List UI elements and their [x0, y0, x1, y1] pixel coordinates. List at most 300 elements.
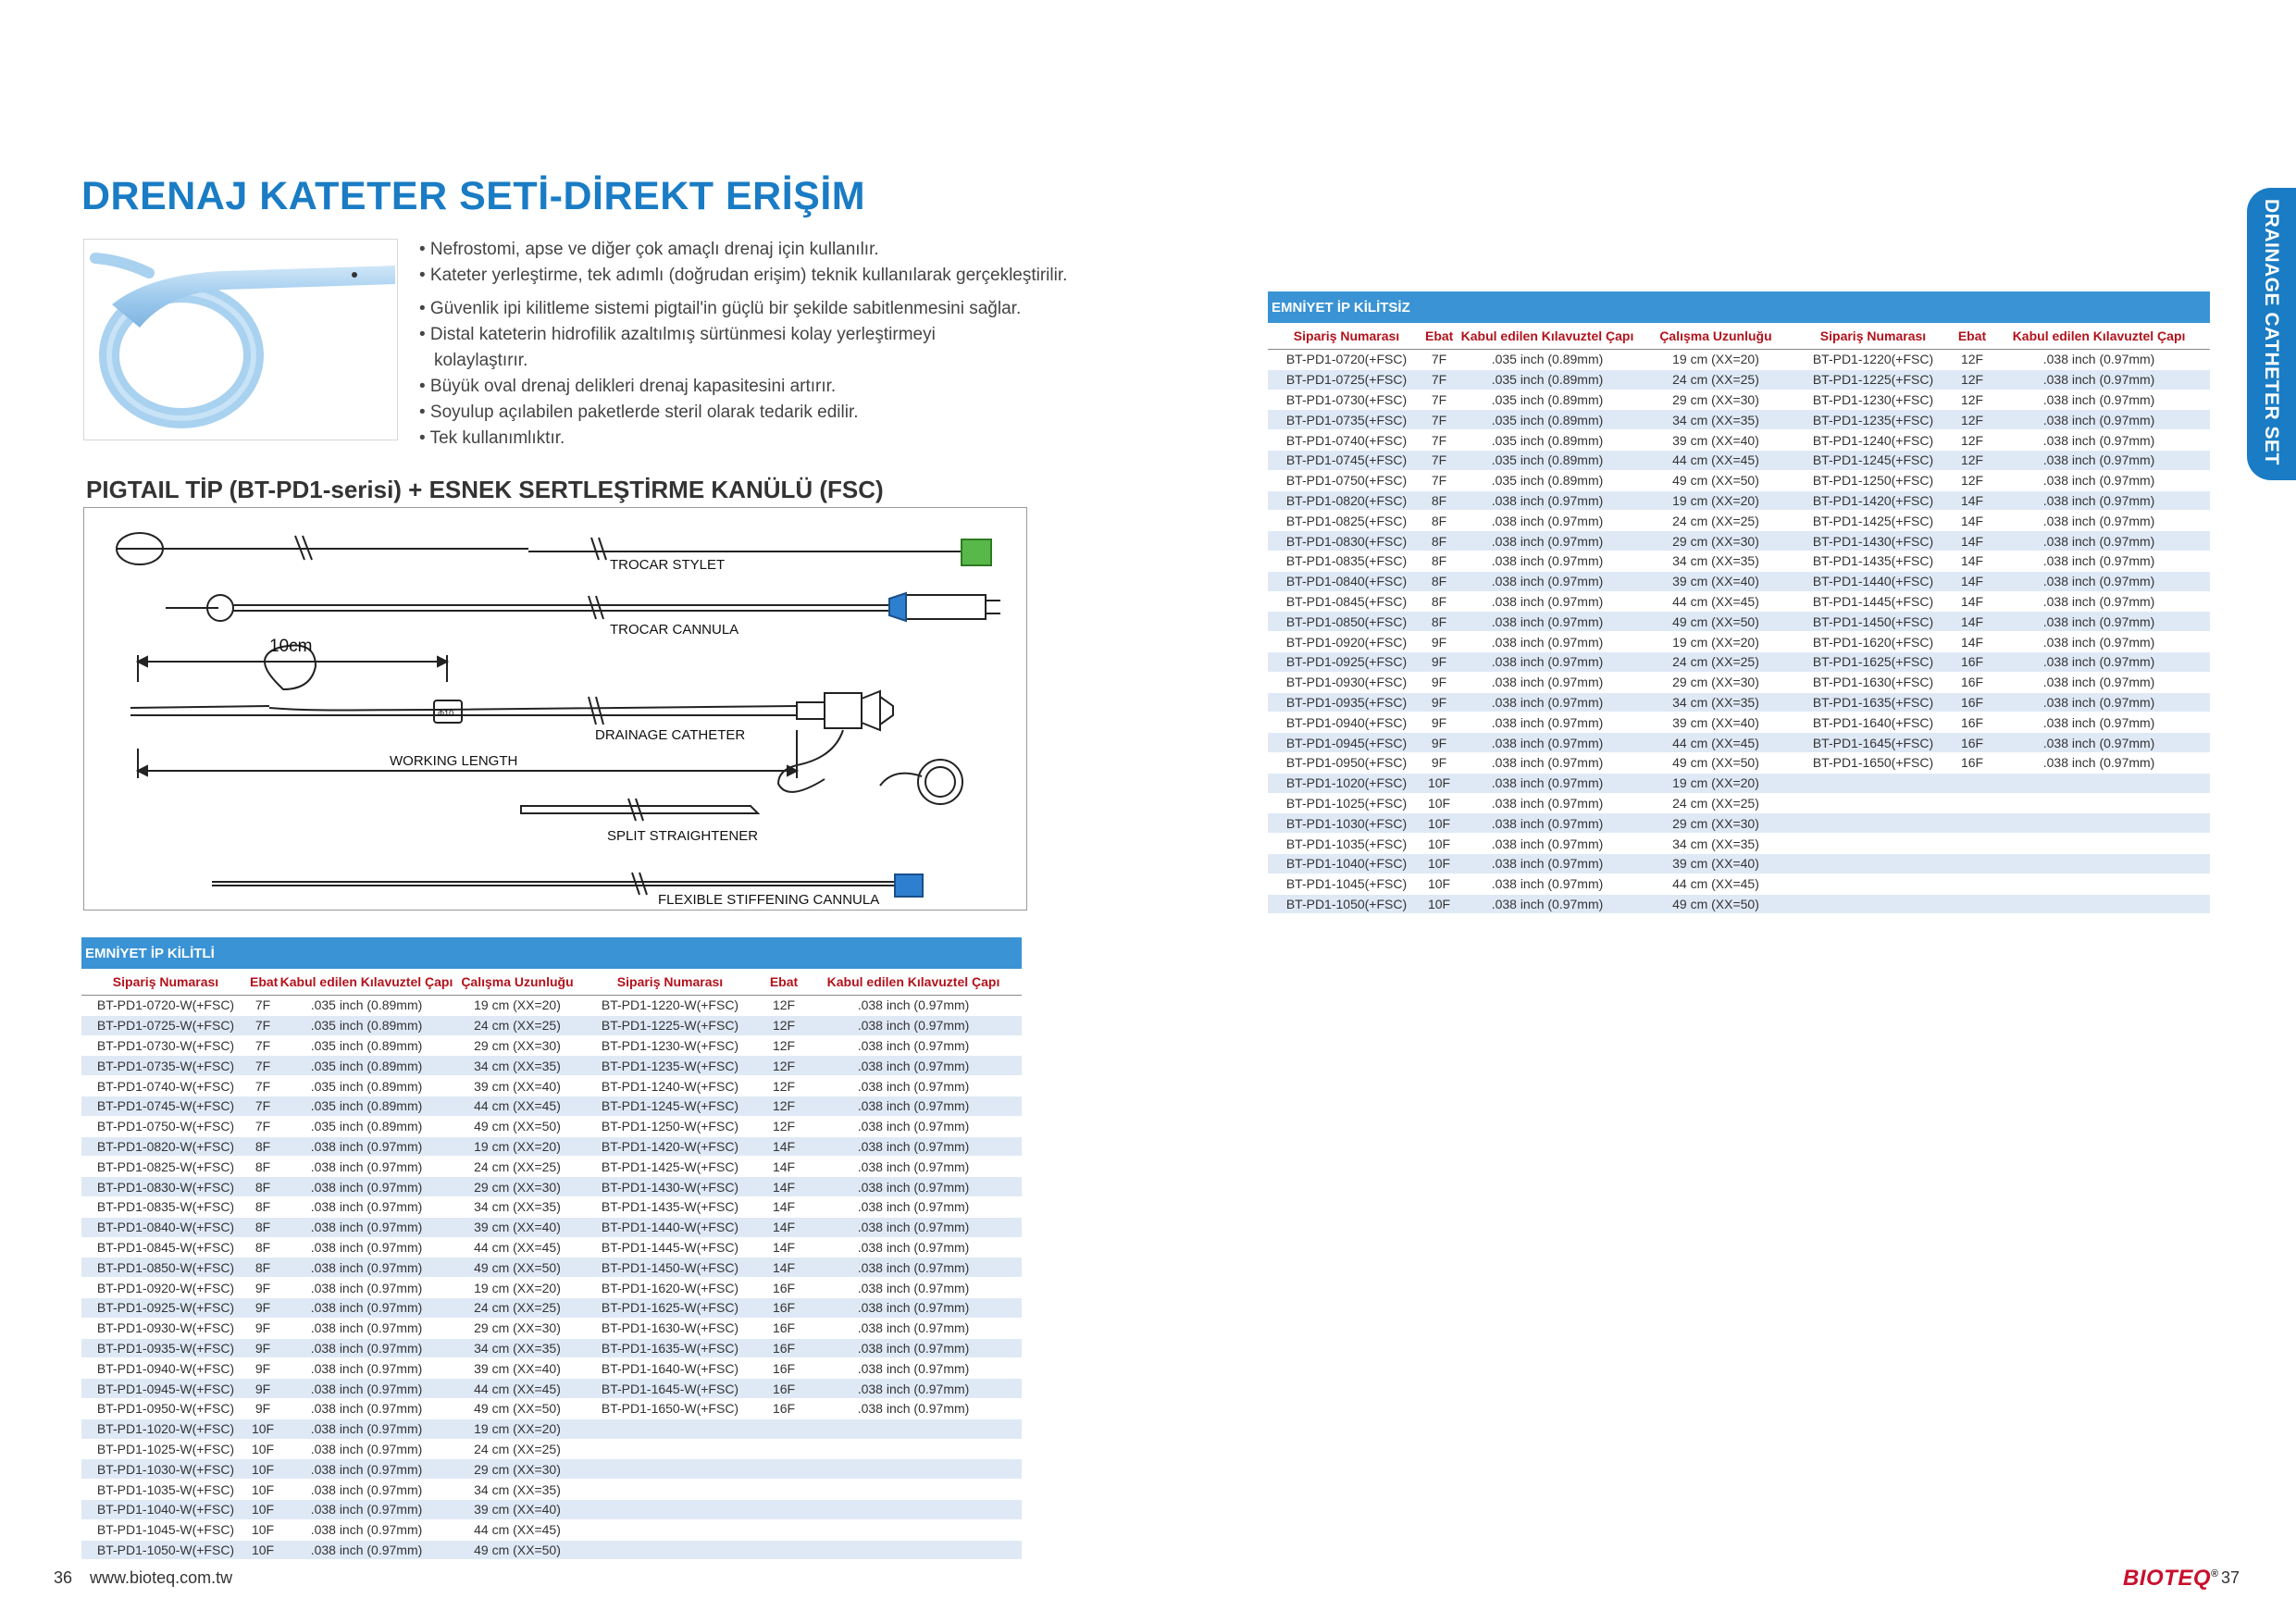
table-cell: 14F [1956, 551, 1988, 571]
brand-name: BIOTEQ [2123, 1566, 2212, 1591]
table-cell: BT-PD1-1425-W(+FSC) [577, 1157, 763, 1177]
registered-mark: ® [2211, 1568, 2219, 1580]
table-cell: .038 inch (0.97mm) [1453, 651, 1642, 672]
table-cell: 9F [1425, 651, 1453, 672]
table-cell: 49 cm (XX=50) [457, 1398, 577, 1419]
table-cell: 49 cm (XX=50) [1642, 752, 1790, 773]
table-cell: 7F [250, 1116, 276, 1136]
table-cell: .035 inch (0.89mm) [1453, 430, 1642, 451]
label-trocar-stylet: TROCAR STYLET [610, 557, 726, 573]
table-cell: 14F [763, 1136, 805, 1157]
table-cell: 19 cm (XX=20) [1642, 773, 1790, 793]
table-cell: 29 cm (XX=30) [457, 1035, 577, 1056]
table-cell: .038 inch (0.97mm) [276, 1136, 457, 1157]
table-cell: 10F [1425, 834, 1453, 854]
table-row [81, 1519, 1022, 1540]
table-cell: .038 inch (0.97mm) [276, 1177, 457, 1197]
table-cell: BT-PD1-1650(+FSC) [1790, 752, 1956, 773]
table-cell: .038 inch (0.97mm) [276, 1540, 457, 1560]
table-cell: .038 inch (0.97mm) [805, 1157, 1022, 1177]
table-cell: BT-PD1-0725(+FSC) [1268, 369, 1425, 390]
label-working-length: WORKING LENGTH [390, 753, 518, 769]
table-cell: .038 inch (0.97mm) [1988, 551, 2210, 571]
table-cell: 10F [1425, 773, 1453, 793]
table-cell: BT-PD1-0745-W(+FSC) [81, 1096, 250, 1116]
table-row [81, 1439, 1022, 1459]
table-cell: .038 inch (0.97mm) [1453, 531, 1642, 551]
table-row [1268, 793, 2210, 813]
table-cell: 44 cm (XX=45) [1642, 873, 1790, 894]
table-cell: BT-PD1-0725-W(+FSC) [81, 1015, 250, 1035]
table-cell [1790, 773, 1956, 793]
table-cell: .038 inch (0.97mm) [276, 1480, 457, 1500]
table-cell: BT-PD1-0740(+FSC) [1268, 430, 1425, 451]
label-flexible-stiffening-cannula: FLEXIBLE STIFFENING CANNULA [658, 892, 880, 908]
table-cell: BT-PD1-1030-W(+FSC) [81, 1459, 250, 1480]
table-cell: BT-PD1-1435-W(+FSC) [577, 1196, 763, 1217]
table-cell: BT-PD1-1635(+FSC) [1790, 692, 1956, 712]
table-cell: BT-PD1-1245(+FSC) [1790, 450, 1956, 470]
table-cell: .035 inch (0.89mm) [276, 1035, 457, 1056]
feature-item: • Kateter yerleştirme, tek adımlı (doğrudan erişim) teknik kullanılarak gerçekleştirilir. [419, 266, 1068, 285]
table-cell: .035 inch (0.89mm) [1453, 350, 1642, 370]
table-cell: 8F [1425, 531, 1453, 551]
table-cell: BT-PD1-0820(+FSC) [1268, 490, 1425, 511]
table-cell: 7F [250, 1035, 276, 1056]
table-cell: 10F [250, 1519, 276, 1540]
table-row [81, 1196, 1022, 1217]
table-cell: BT-PD1-1225(+FSC) [1790, 369, 1956, 390]
table-cell: 29 cm (XX=30) [1642, 672, 1790, 692]
table-cell: .038 inch (0.97mm) [1453, 712, 1642, 733]
table-cell: 24 cm (XX=25) [457, 1439, 577, 1459]
table-row [81, 1217, 1022, 1237]
table-cell: 24 cm (XX=25) [1642, 651, 1790, 672]
label-split-straightener: SPLIT STRAIGHTENER [607, 828, 759, 844]
table-row [81, 1035, 1022, 1056]
table-row [81, 1015, 1022, 1035]
table-cell: BT-PD1-1430(+FSC) [1790, 531, 1956, 551]
table-row [1268, 733, 2210, 753]
table-cell: BT-PD1-1640-W(+FSC) [577, 1358, 763, 1379]
table-cell: 34 cm (XX=35) [1642, 834, 1790, 854]
table-cell: BT-PD1-0730-W(+FSC) [81, 1035, 250, 1056]
table-cell: BT-PD1-0925-W(+FSC) [81, 1297, 250, 1318]
brand-logo [2123, 1566, 2219, 1592]
table-cell: 19 cm (XX=20) [1642, 632, 1790, 652]
table-cell: .035 inch (0.89mm) [276, 1056, 457, 1076]
column-header: Ebat [250, 969, 276, 996]
table-cell: 9F [1425, 712, 1453, 733]
table-cell: BT-PD1-1050-W(+FSC) [81, 1540, 250, 1560]
table-cell: .038 inch (0.97mm) [1988, 651, 2210, 672]
table-cell: BT-PD1-1025(+FSC) [1268, 793, 1425, 813]
table-cell: 39 cm (XX=40) [457, 1358, 577, 1379]
table-row [1268, 873, 2210, 894]
table-cell: 44 cm (XX=45) [457, 1379, 577, 1399]
table-cell: 24 cm (XX=25) [457, 1015, 577, 1035]
table-cell: BT-PD1-1240(+FSC) [1790, 430, 1956, 451]
label-drainage-catheter: DRAINAGE CATHETER [595, 727, 746, 743]
table-row [1268, 813, 2210, 834]
table-cell: .038 inch (0.97mm) [276, 1237, 457, 1258]
table-cell: .038 inch (0.97mm) [1453, 853, 1642, 873]
table-cell: .038 inch (0.97mm) [1988, 490, 2210, 511]
table-cell: 10F [250, 1419, 276, 1439]
table-row [1268, 531, 2210, 551]
table-cell: BT-PD1-1445-W(+FSC) [577, 1237, 763, 1258]
table-cell: 16F [763, 1297, 805, 1318]
table-cell [577, 1439, 763, 1459]
table-cell: BT-PD1-0835(+FSC) [1268, 551, 1425, 571]
table-cell: .038 inch (0.97mm) [805, 1056, 1022, 1076]
column-header: Kabul edilen Kılavuztel Çapı [805, 969, 1022, 996]
table-cell: BT-PD1-0730(+FSC) [1268, 390, 1425, 410]
table-row [1268, 430, 2210, 451]
table-row [81, 1056, 1022, 1076]
table-cell: BT-PD1-1220-W(+FSC) [577, 996, 763, 1016]
table-row [81, 1540, 1022, 1560]
table-row [81, 1480, 1022, 1500]
table-cell: .038 inch (0.97mm) [1988, 511, 2210, 531]
table-cell [805, 1459, 1022, 1480]
table-cell: BT-PD1-1430-W(+FSC) [577, 1177, 763, 1197]
table-cell: 7F [250, 1096, 276, 1116]
table-cell: 16F [1956, 672, 1988, 692]
table-cell: 16F [1956, 692, 1988, 712]
table-cell: .038 inch (0.97mm) [1453, 793, 1642, 813]
table-cell: .038 inch (0.97mm) [1988, 430, 2210, 451]
table-row [81, 1419, 1022, 1439]
table-cell: 12F [1956, 410, 1988, 430]
table-cell: .038 inch (0.97mm) [1453, 813, 1642, 834]
table-row [1268, 591, 2210, 612]
table-row [81, 996, 1022, 1016]
table-cell: 9F [1425, 692, 1453, 712]
table-cell: 12F [763, 1116, 805, 1136]
table-cell: BT-PD1-1030(+FSC) [1268, 813, 1425, 834]
table-cell [577, 1519, 763, 1540]
table-cell: .038 inch (0.97mm) [805, 1035, 1022, 1056]
table-cell: 12F [1956, 369, 1988, 390]
table-cell: BT-PD1-1020(+FSC) [1268, 773, 1425, 793]
table-row [81, 1157, 1022, 1177]
table-cell [1956, 873, 1988, 894]
green-hub-icon [962, 539, 991, 565]
table-cell: 8F [1425, 511, 1453, 531]
website-link[interactable]: www.bioteq.com.tw [90, 1568, 233, 1587]
table-cell: BT-PD1-0930-W(+FSC) [81, 1318, 250, 1338]
table-cell: BT-PD1-1235-W(+FSC) [577, 1056, 763, 1076]
table-cell: .038 inch (0.97mm) [1453, 672, 1642, 692]
table-cell: .038 inch (0.97mm) [805, 1177, 1022, 1197]
table-cell: BT-PD1-0825(+FSC) [1268, 511, 1425, 531]
table-cell: 34 cm (XX=35) [1642, 410, 1790, 430]
table-cell: .038 inch (0.97mm) [1453, 612, 1642, 632]
column-header: Ebat [1956, 323, 1988, 350]
table-row [1268, 651, 2210, 672]
table-row [81, 1499, 1022, 1519]
column-header: Kabul edilen Kılavuztel Çapı [1988, 323, 2210, 350]
table-cell: BT-PD1-1245-W(+FSC) [577, 1096, 763, 1116]
table-cell: 16F [1956, 712, 1988, 733]
table-cell: 16F [763, 1358, 805, 1379]
table-cell: 10F [250, 1499, 276, 1519]
table-cell: .038 inch (0.97mm) [805, 996, 1022, 1016]
table-cell: BT-PD1-1435(+FSC) [1790, 551, 1956, 571]
feature-item: • Güvenlik ipi kilitleme sistemi pigtail'in güçlü bir şekilde sabitlenmesini sağlar. [419, 299, 1022, 318]
table-cell: BT-PD1-1445(+FSC) [1790, 591, 1956, 612]
table-cell: .038 inch (0.97mm) [805, 1338, 1022, 1358]
table-cell: 29 cm (XX=30) [1642, 390, 1790, 410]
table-cell [1988, 834, 2210, 854]
table-cell: 9F [250, 1338, 276, 1358]
table-cell: 8F [250, 1258, 276, 1278]
table-cell: BT-PD1-1420-W(+FSC) [577, 1136, 763, 1157]
table-row [81, 1338, 1022, 1358]
table-cell [577, 1480, 763, 1500]
table-cell: 39 cm (XX=40) [457, 1076, 577, 1096]
table-cell: 12F [763, 1096, 805, 1116]
table-cell: .038 inch (0.97mm) [805, 1297, 1022, 1318]
table-cell: .035 inch (0.89mm) [1453, 410, 1642, 430]
table-cell: .038 inch (0.97mm) [1453, 873, 1642, 894]
table-cell: BT-PD1-0850-W(+FSC) [81, 1258, 250, 1278]
table-row [1268, 470, 2210, 490]
table-cell: .038 inch (0.97mm) [1453, 632, 1642, 652]
table-cell [1988, 873, 2210, 894]
table-cell: 16F [1956, 733, 1988, 753]
table-cell: .038 inch (0.97mm) [1988, 692, 2210, 712]
table-cell: 14F [763, 1258, 805, 1278]
locking-order-table [81, 937, 1022, 1560]
table-cell: .038 inch (0.97mm) [276, 1297, 457, 1318]
table-cell [1790, 853, 1956, 873]
table-row [81, 1116, 1022, 1136]
table-cell: 24 cm (XX=25) [457, 1157, 577, 1177]
table-cell: 8F [250, 1177, 276, 1197]
column-header: Sipariş Numarası [81, 969, 250, 996]
table-cell: 9F [250, 1358, 276, 1379]
table-cell: BT-PD1-1625-W(+FSC) [577, 1297, 763, 1318]
table-cell: .038 inch (0.97mm) [276, 1419, 457, 1439]
table-cell: 44 cm (XX=45) [457, 1237, 577, 1258]
table-cell: .038 inch (0.97mm) [805, 1318, 1022, 1338]
table-cell: .038 inch (0.97mm) [276, 1258, 457, 1278]
table-cell: 7F [1425, 430, 1453, 451]
table-cell: 16F [763, 1398, 805, 1419]
table-cell: 10F [1425, 793, 1453, 813]
table-cell [1956, 773, 1988, 793]
table-cell: 24 cm (XX=25) [1642, 369, 1790, 390]
table-cell: 39 cm (XX=40) [1642, 430, 1790, 451]
table-cell: BT-PD1-0740-W(+FSC) [81, 1076, 250, 1096]
table-cell: 49 cm (XX=50) [457, 1540, 577, 1560]
table-cell: BT-PD1-1620-W(+FSC) [577, 1278, 763, 1298]
table-cell [805, 1499, 1022, 1519]
table-cell: BT-PD1-0935(+FSC) [1268, 692, 1425, 712]
table-cell: .038 inch (0.97mm) [1453, 773, 1642, 793]
table-cell: 44 cm (XX=45) [1642, 450, 1790, 470]
table-cell: 9F [250, 1278, 276, 1298]
table-cell: .038 inch (0.97mm) [1453, 834, 1642, 854]
table-cell: 8F [250, 1217, 276, 1237]
table-cell: 12F [1956, 350, 1988, 370]
table-cell: .035 inch (0.89mm) [276, 1096, 457, 1116]
table-cell: 34 cm (XX=35) [457, 1056, 577, 1076]
table-cell: .038 inch (0.97mm) [805, 1015, 1022, 1035]
feature-item: • Büyük oval drenaj delikleri drenaj kapasitesini artırır. [419, 377, 837, 396]
table-cell: 9F [250, 1297, 276, 1318]
table-cell [763, 1499, 805, 1519]
table-cell: 14F [763, 1177, 805, 1197]
table-cell: 34 cm (XX=35) [457, 1338, 577, 1358]
table-cell: 10F [1425, 873, 1453, 894]
table-cell: 8F [250, 1196, 276, 1217]
table-cell: 14F [1956, 571, 1988, 591]
table-cell: 12F [763, 1035, 805, 1056]
table-cell: 12F [763, 1076, 805, 1096]
table-cell: 34 cm (XX=35) [457, 1196, 577, 1217]
table-row [81, 1278, 1022, 1298]
table-cell: .038 inch (0.97mm) [1988, 632, 2210, 652]
table-cell: .038 inch (0.97mm) [276, 1318, 457, 1338]
table-cell: BT-PD1-1620(+FSC) [1790, 632, 1956, 652]
table-cell: BT-PD1-1040-W(+FSC) [81, 1499, 250, 1519]
table-row [1268, 350, 2210, 370]
table-cell: 14F [1956, 612, 1988, 632]
table-cell: 9F [1425, 752, 1453, 773]
table-cell: .035 inch (0.89mm) [276, 1015, 457, 1035]
blue-hub-icon [889, 593, 906, 621]
table-cell: 29 cm (XX=30) [457, 1459, 577, 1480]
table-row [81, 1398, 1022, 1419]
column-header: Sipariş Numarası [577, 969, 763, 996]
table-cell: BT-PD1-1450-W(+FSC) [577, 1258, 763, 1278]
table-cell: 29 cm (XX=30) [1642, 531, 1790, 551]
table-cell: .038 inch (0.97mm) [276, 1519, 457, 1540]
table-cell: .038 inch (0.97mm) [1988, 470, 2210, 490]
table-cell: 7F [1425, 369, 1453, 390]
table-cell: BT-PD1-0945-W(+FSC) [81, 1379, 250, 1399]
table-cell: 44 cm (XX=45) [457, 1519, 577, 1540]
table-cell: .038 inch (0.97mm) [276, 1278, 457, 1298]
table-cell [763, 1419, 805, 1439]
page-number-left: 36 [54, 1568, 73, 1587]
table-cell: BT-PD1-1420(+FSC) [1790, 490, 1956, 511]
table-cell [805, 1480, 1022, 1500]
table-cell [1988, 773, 2210, 793]
table-cell: BT-PD1-1220(+FSC) [1790, 350, 1956, 370]
table-cell: BT-PD1-0950-W(+FSC) [81, 1398, 250, 1419]
table-cell: .038 inch (0.97mm) [805, 1136, 1022, 1157]
table-cell: .038 inch (0.97mm) [805, 1096, 1022, 1116]
table-row [81, 1237, 1022, 1258]
table-row [81, 1297, 1022, 1318]
table-cell: BT-PD1-1645(+FSC) [1790, 733, 1956, 753]
table-row [1268, 834, 2210, 854]
table-cell: .038 inch (0.97mm) [805, 1076, 1022, 1096]
table-cell: .038 inch (0.97mm) [805, 1217, 1022, 1237]
table-cell: 39 cm (XX=40) [457, 1499, 577, 1519]
table-cell: 7F [1425, 470, 1453, 490]
table-cell: BT-PD1-1650-W(+FSC) [577, 1398, 763, 1419]
table-cell: .038 inch (0.97mm) [805, 1379, 1022, 1399]
label-ten-cm: 10cm [269, 637, 313, 656]
table-cell: .038 inch (0.97mm) [805, 1358, 1022, 1379]
table-row [1268, 773, 2210, 793]
table-cell: 34 cm (XX=35) [1642, 692, 1790, 712]
table-cell: 8F [1425, 612, 1453, 632]
table-cell: 49 cm (XX=50) [457, 1116, 577, 1136]
table-cell: .035 inch (0.89mm) [1453, 470, 1642, 490]
feature-item: • Tek kullanımlıktır. [419, 428, 565, 448]
page-number-right: 37 [2221, 1568, 2240, 1587]
table-cell: 14F [1956, 511, 1988, 531]
table-cell: 7F [250, 1056, 276, 1076]
table-cell [1988, 813, 2210, 834]
table-cell: 7F [250, 996, 276, 1016]
table-cell: 9F [250, 1398, 276, 1419]
table-cell: 19 cm (XX=20) [457, 996, 577, 1016]
table-cell: BT-PD1-1225-W(+FSC) [577, 1015, 763, 1035]
table-cell [1790, 793, 1956, 813]
table-cell: 24 cm (XX=25) [1642, 793, 1790, 813]
table-cell: BT-PD1-0940(+FSC) [1268, 712, 1425, 733]
table-row [81, 1136, 1022, 1157]
table-cell: .038 inch (0.97mm) [276, 1157, 457, 1177]
table-cell: .035 inch (0.89mm) [276, 1116, 457, 1136]
table-row [81, 1379, 1022, 1399]
section-subtitle: PIGTAIL TİP (BT-PD1-serisi) + ESNEK SERTLEŞTİRME KANÜLÜ (FSC) [86, 476, 884, 503]
table-cell: 14F [1956, 531, 1988, 551]
table-cell: BT-PD1-1230-W(+FSC) [577, 1035, 763, 1056]
column-header: Ebat [763, 969, 805, 996]
table-cell: 19 cm (XX=20) [1642, 490, 1790, 511]
table-row [1268, 612, 2210, 632]
table-cell: 16F [1956, 752, 1988, 773]
table-cell: .038 inch (0.97mm) [805, 1398, 1022, 1419]
table-cell [1956, 853, 1988, 873]
table-cell: BT-PD1-0750-W(+FSC) [81, 1116, 250, 1136]
table-cell [763, 1459, 805, 1480]
table-cell [763, 1540, 805, 1560]
table-cell: .038 inch (0.97mm) [276, 1217, 457, 1237]
table-cell: .038 inch (0.97mm) [1453, 591, 1642, 612]
table-row [1268, 390, 2210, 410]
table-cell: BT-PD1-0720(+FSC) [1268, 350, 1425, 370]
table-cell: .038 inch (0.97mm) [805, 1258, 1022, 1278]
table-row [81, 1096, 1022, 1116]
table-cell [1790, 834, 1956, 854]
table-cell: 19 cm (XX=20) [457, 1278, 577, 1298]
table-cell: .038 inch (0.97mm) [1988, 672, 2210, 692]
catheter-diagram [83, 507, 1027, 911]
table-row [1268, 853, 2210, 873]
table-cell: BT-PD1-1635-W(+FSC) [577, 1338, 763, 1358]
table-cell: .038 inch (0.97mm) [1988, 369, 2210, 390]
table-cell: BT-PD1-0950(+FSC) [1268, 752, 1425, 773]
table-cell [1790, 873, 1956, 894]
table-cell: .038 inch (0.97mm) [276, 1338, 457, 1358]
table-cell: BT-PD1-0840-W(+FSC) [81, 1217, 250, 1237]
table-row [81, 1318, 1022, 1338]
table-cell: BT-PD1-0920(+FSC) [1268, 632, 1425, 652]
table-header-bar: EMNİYET İP KİLİTLİ [81, 937, 1022, 969]
table-cell [1956, 793, 1988, 813]
table-cell: BT-PD1-0845(+FSC) [1268, 591, 1425, 612]
table-cell: 29 cm (XX=30) [457, 1177, 577, 1197]
